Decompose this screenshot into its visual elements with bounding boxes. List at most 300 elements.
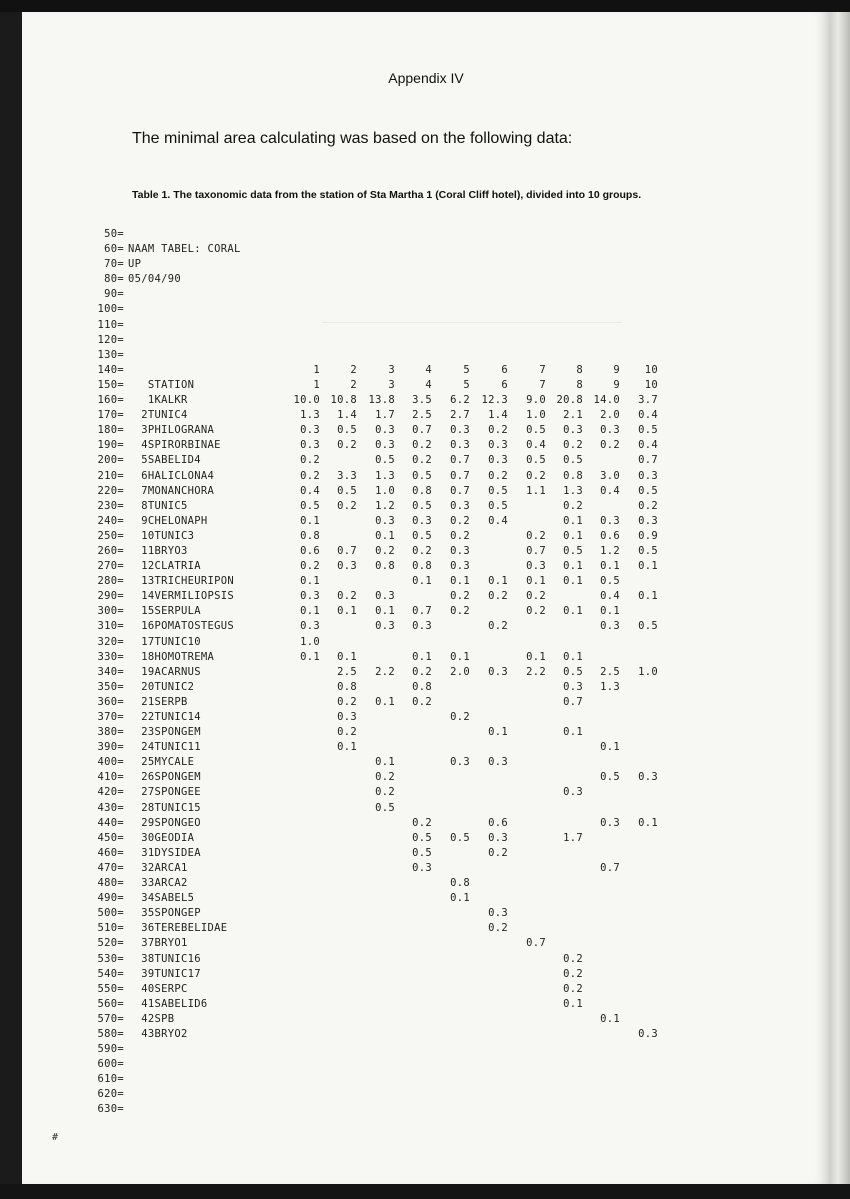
table-cell: 0.4 [488, 514, 508, 527]
table-cell: 0.1 [600, 605, 620, 618]
row-label: 30GEODIA [128, 831, 195, 844]
table-cell: 0.3 [375, 620, 395, 633]
table-cell: 0.2 [412, 695, 432, 708]
table-cell: 0.1 [563, 575, 583, 588]
table-cell: 0.2 [412, 439, 432, 452]
table-cell: 0.1 [563, 560, 583, 573]
line-number: 170= [97, 409, 124, 422]
table-cell: 0.5 [638, 424, 658, 437]
row-label: 17TUNIC10 [128, 635, 201, 648]
table-cell: 0.2 [638, 499, 658, 512]
row-label: UP [128, 258, 142, 271]
table-cell: 0.5 [526, 424, 546, 437]
line-number: 540= [97, 967, 124, 980]
row-label: 9CHELONAPH [128, 514, 208, 527]
table-cell: 10 [644, 363, 658, 376]
table-cell: 0.5 [638, 620, 658, 633]
table-cell: 0.5 [563, 665, 583, 678]
table-cell: 0.2 [375, 786, 395, 799]
table-cell: 0.3 [412, 861, 432, 874]
table-cell: 0.2 [563, 499, 583, 512]
table-cell: 0.3 [600, 620, 620, 633]
table-cell: 0.5 [412, 846, 432, 859]
table-cell: 0.7 [412, 424, 432, 437]
line-number: 160= [97, 394, 124, 407]
line-number: 520= [97, 937, 124, 950]
table-cell: 0.4 [600, 484, 620, 497]
row-label: 40SERPC [128, 982, 188, 995]
table-cell: 0.5 [638, 484, 658, 497]
table-cell: 0.2 [300, 469, 320, 482]
table-cell: 10.0 [293, 394, 320, 407]
table-cell: 10 [644, 378, 658, 391]
line-number: 70= [104, 258, 124, 271]
line-number: 440= [97, 816, 124, 829]
table-cell: 2.0 [450, 665, 470, 678]
row-label: 22TUNIC14 [128, 711, 201, 723]
row-label: 21SERPB [128, 695, 188, 708]
row-label: 05/04/90 [128, 273, 181, 286]
table-cell: 0.9 [638, 529, 658, 542]
table-cell: 0.3 [300, 439, 320, 452]
page-edge-shadow [830, 12, 850, 1184]
table-cell: 0.7 [450, 469, 470, 482]
table-cell: 0.1 [600, 1012, 620, 1025]
table-cell: 2.7 [450, 409, 470, 422]
table-cell: 0.3 [638, 771, 658, 784]
table-cell: 9 [613, 363, 620, 376]
row-label: 37BRYO1 [128, 937, 188, 950]
table-cell: 1.0 [300, 635, 320, 648]
table-cell: 5 [463, 378, 470, 391]
line-number: 470= [97, 861, 124, 874]
line-number: 180= [97, 424, 124, 437]
line-number: 590= [97, 1043, 124, 1056]
row-label: 28TUNIC15 [128, 801, 201, 814]
table-cell: 0.1 [600, 560, 620, 573]
table-cell: 0.2 [337, 726, 357, 739]
table-cell: 0.2 [563, 952, 583, 965]
table-cell: 0.3 [638, 469, 658, 482]
table-cell: 0.1 [412, 650, 432, 663]
table-cell: 0.2 [450, 514, 470, 527]
table-cell: 0.3 [412, 514, 432, 527]
table-cell: 0.3 [450, 439, 470, 452]
line-number: 360= [97, 695, 124, 708]
table-cell: 0.3 [337, 711, 357, 723]
page-title: Appendix IV [388, 70, 464, 86]
line-number: 150= [97, 378, 124, 391]
table-cell: 0.5 [412, 499, 432, 512]
table-cell: 0.7 [526, 937, 546, 950]
reverse-side-bleed [322, 242, 622, 323]
table-cell: 0.3 [375, 439, 395, 452]
table-cell: 0.8 [563, 469, 583, 482]
table-cell: 0.5 [412, 469, 432, 482]
line-number: 410= [97, 771, 124, 784]
table-cell: 0.5 [526, 454, 546, 467]
table-cell: 0.5 [638, 544, 658, 557]
scan-top-border [0, 0, 850, 12]
line-number: 580= [97, 1027, 124, 1040]
table-cell: 1.4 [488, 409, 508, 422]
table-cell: 0.2 [526, 605, 546, 618]
table-cell: 2.2 [526, 665, 546, 678]
line-number: 340= [97, 665, 124, 678]
table-cell: 0.2 [563, 982, 583, 995]
table-cell: 0.3 [300, 590, 320, 603]
table-cell: 9.0 [526, 394, 546, 407]
table-cell: 7 [539, 378, 546, 391]
table-cell: 0.1 [488, 726, 508, 739]
table-cell: 0.5 [337, 424, 357, 437]
table-cell: 0.2 [488, 424, 508, 437]
line-number: 80= [104, 273, 124, 286]
table-cell: 0.5 [563, 544, 583, 557]
table-cell: 0.2 [412, 665, 432, 678]
table-cell: 0.3 [450, 756, 470, 769]
row-label: 23SPONGEM [128, 726, 201, 739]
table-cell: 0.3 [600, 514, 620, 527]
table-cell: 0.3 [337, 560, 357, 573]
table-cell: 0.2 [412, 544, 432, 557]
table-cell: 0.3 [488, 907, 508, 920]
line-number: 280= [97, 575, 124, 588]
line-number: 500= [97, 907, 124, 920]
table-cell: 0.5 [450, 831, 470, 844]
row-label: 39TUNIC17 [128, 967, 201, 980]
row-label: 8TUNIC5 [128, 499, 188, 512]
table-cell: 0.1 [300, 605, 320, 618]
row-label: 10TUNIC3 [128, 529, 195, 542]
table-cell: 0.3 [450, 499, 470, 512]
table-cell: 0.3 [450, 544, 470, 557]
table-cell: 0.3 [375, 424, 395, 437]
table-cell: 0.4 [526, 439, 546, 452]
table-cell: 0.2 [526, 469, 546, 482]
table-cell: 0.8 [450, 877, 470, 890]
table-cell: 0.1 [600, 741, 620, 754]
table-cell: 0.5 [412, 831, 432, 844]
table-cell: 0.7 [337, 544, 357, 557]
table-cell: 6 [501, 363, 508, 376]
footer-mark: # [52, 1132, 59, 1143]
row-label: 15SERPULA [128, 605, 201, 618]
line-number: 600= [97, 1058, 124, 1071]
table-cell: 2.0 [600, 409, 620, 422]
table-cell: 1.3 [375, 469, 395, 482]
row-label: 25MYCALE [128, 756, 195, 769]
table-cell: 0.2 [450, 711, 470, 723]
line-number: 480= [97, 877, 124, 890]
table-cell: 0.1 [526, 575, 546, 588]
row-label: 32ARCA1 [128, 861, 188, 874]
line-number: 460= [97, 846, 124, 859]
table-cell: 0.2 [300, 560, 320, 573]
table-cell: 0.6 [300, 544, 320, 557]
row-label: 26SPONGEM [128, 771, 201, 784]
table-cell: 0.7 [638, 454, 658, 467]
row-label: 24TUNIC11 [128, 741, 201, 754]
row-label: 42SPB [128, 1012, 175, 1025]
row-label: 27SPONGEE [128, 786, 201, 799]
table-cell: 0.2 [488, 922, 508, 935]
line-number: 200= [97, 454, 124, 467]
table-cell: 0.1 [638, 816, 658, 829]
line-number: 560= [97, 997, 124, 1010]
table-cell: 0.3 [375, 590, 395, 603]
line-number: 330= [97, 650, 124, 663]
line-number: 130= [97, 348, 124, 361]
table-cell: 0.1 [450, 575, 470, 588]
line-number: 620= [97, 1088, 124, 1101]
table-cell: 0.3 [488, 831, 508, 844]
table-cell: 0.3 [563, 680, 583, 693]
table-cell: 0.5 [488, 484, 508, 497]
row-label: 7MONANCHORA [128, 484, 215, 497]
table-cell: 0.5 [600, 771, 620, 784]
table-cell: 0.2 [526, 590, 546, 603]
line-number: 420= [97, 786, 124, 799]
line-number: 300= [97, 605, 124, 618]
table-cell: 3.7 [638, 394, 658, 407]
table-cell: 0.7 [450, 484, 470, 497]
table-cell: 0.2 [563, 439, 583, 452]
table-cell: 0.1 [526, 650, 546, 663]
table-cell: 0.1 [375, 529, 395, 542]
line-number: 630= [97, 1103, 124, 1116]
table-cell: 0.2 [450, 590, 470, 603]
row-label: 38TUNIC16 [128, 952, 201, 965]
row-label: 2TUNIC4 [128, 409, 188, 422]
line-number: 230= [97, 499, 124, 512]
table-cell: 0.3 [638, 1027, 658, 1040]
table-cell: 1.0 [638, 665, 658, 678]
row-label: 4SPIRORBINAE [128, 439, 221, 452]
row-label: 18HOMOTREMA [128, 650, 215, 663]
row-label: 29SPONGEO [128, 816, 201, 829]
table-cell: 0.1 [375, 756, 395, 769]
row-label: 5SABELID4 [128, 454, 201, 467]
row-label: 14VERMILIOPSIS [128, 590, 234, 603]
row-label: 20TUNIC2 [128, 680, 195, 693]
table-cell: 0.3 [300, 620, 320, 633]
table-cell: 0.8 [412, 680, 432, 693]
table-cell: 0.2 [337, 695, 357, 708]
line-number: 60= [104, 243, 124, 256]
table-cell: 0.1 [488, 575, 508, 588]
row-label: 34SABEL5 [128, 892, 195, 905]
table-cell: 3.3 [337, 469, 357, 482]
table-cell: 6.2 [450, 394, 470, 407]
line-number: 50= [104, 228, 124, 240]
table-cell: 0.6 [600, 529, 620, 542]
line-number: 210= [97, 469, 124, 482]
table-cell: 0.1 [300, 650, 320, 663]
table-cell: 20.8 [556, 394, 583, 407]
table-cell: 1.2 [600, 544, 620, 557]
table-cell: 1.1 [526, 484, 546, 497]
line-number: 570= [97, 1012, 124, 1025]
table-cell: 2.2 [375, 665, 395, 678]
scan-bottom-border [0, 1184, 850, 1199]
table-cell: 0.3 [488, 665, 508, 678]
table-cell: 0.1 [375, 695, 395, 708]
table-cell: 0.4 [638, 409, 658, 422]
table-cell: 0.8 [375, 560, 395, 573]
table-cell: 1.7 [563, 831, 583, 844]
table-cell: 0.7 [563, 695, 583, 708]
table-cell: 0.8 [412, 560, 432, 573]
line-number: 510= [97, 922, 124, 935]
row-label: 41SABELID6 [128, 997, 208, 1010]
table-cell: 0.1 [563, 726, 583, 739]
line-number: 430= [97, 801, 124, 814]
table-cell: 0.4 [300, 484, 320, 497]
row-label: 43BRYO2 [128, 1027, 188, 1040]
line-number: 90= [104, 288, 124, 301]
table-caption: Table 1. The taxonomic data from the station of Sta Martha 1 (Coral Cliff hotel), divided into 10 groups. [132, 189, 642, 201]
row-label: 16POMATOSTEGUS [128, 620, 234, 633]
table-cell: 0.5 [300, 499, 320, 512]
line-number: 270= [97, 560, 124, 573]
table-cell: 1.7 [375, 409, 395, 422]
table-cell: 0.1 [563, 529, 583, 542]
table-cell: 0.2 [488, 469, 508, 482]
table-cell: 1.2 [375, 499, 395, 512]
line-number: 140= [97, 363, 124, 376]
line-number: 120= [97, 333, 124, 346]
table-cell: 0.1 [300, 575, 320, 588]
table-cell: 1.0 [526, 409, 546, 422]
table-cell: 0.5 [412, 529, 432, 542]
row-label: 12CLATRIA [128, 560, 201, 573]
line-number: 310= [97, 620, 124, 633]
table-cell: 0.1 [450, 892, 470, 905]
table-cell: 0.2 [488, 590, 508, 603]
table-cell: 2 [350, 363, 357, 376]
line-number: 190= [97, 439, 124, 452]
table-cell: 13.8 [368, 394, 395, 407]
intro-sentence: The minimal area calculating was based on the following data: [132, 130, 573, 147]
table-cell: 0.5 [600, 575, 620, 588]
table-cell: 1.4 [337, 409, 357, 422]
line-number: 350= [97, 680, 124, 693]
table-cell: 0.7 [526, 544, 546, 557]
table-cell: 2.5 [412, 409, 432, 422]
table-cell: 0.1 [638, 590, 658, 603]
table-cell: 0.2 [563, 967, 583, 980]
table-cell: 0.2 [412, 454, 432, 467]
table-cell: 2.5 [337, 665, 357, 678]
table-cell: 0.3 [600, 424, 620, 437]
table-cell: 0.3 [450, 424, 470, 437]
table-cell: 0.3 [488, 439, 508, 452]
table-cell: 0.2 [488, 620, 508, 633]
table-cell: 0.1 [563, 605, 583, 618]
table-cell: 0.2 [450, 605, 470, 618]
line-number: 610= [97, 1073, 124, 1086]
line-number: 550= [97, 982, 124, 995]
table-cell: 8 [576, 378, 583, 391]
document-page [22, 12, 830, 1184]
line-number: 390= [97, 741, 124, 754]
table-cell: 3.5 [412, 394, 432, 407]
table-cell: 0.3 [488, 756, 508, 769]
table-cell: 0.1 [563, 514, 583, 527]
table-cell: 3 [388, 363, 395, 376]
row-label: STATION [128, 378, 195, 391]
table-cell: 0.1 [563, 997, 583, 1010]
row-label: NAAM TABEL: CORAL [128, 243, 241, 256]
line-number: 320= [97, 635, 124, 648]
line-number: 100= [97, 303, 124, 316]
table-cell: 0.2 [488, 846, 508, 859]
table-cell: 0.2 [375, 544, 395, 557]
table-cell: 1 [313, 378, 320, 391]
line-number: 530= [97, 952, 124, 965]
table-cell: 0.2 [337, 499, 357, 512]
table-cell: 0.3 [563, 786, 583, 799]
line-number: 260= [97, 544, 124, 557]
table-cell: 0.3 [638, 514, 658, 527]
table-cell: 0.3 [488, 454, 508, 467]
table-cell: 0.4 [600, 590, 620, 603]
table-cell: 2.1 [563, 409, 583, 422]
table-cell: 1 [313, 363, 320, 376]
table-cell: 0.5 [375, 454, 395, 467]
table-cell: 0.6 [488, 816, 508, 829]
row-label: 3PHILOGRANA [128, 424, 215, 437]
table-cell: 0.2 [600, 439, 620, 452]
table-cell: 0.2 [375, 771, 395, 784]
row-label: 36TEREBELIDAE [128, 922, 228, 935]
table-cell: 0.3 [526, 560, 546, 573]
line-number: 250= [97, 529, 124, 542]
table-cell: 0.3 [375, 514, 395, 527]
table-cell: 3.0 [600, 469, 620, 482]
row-label: 11BRYO3 [128, 544, 188, 557]
table-cell: 0.7 [412, 605, 432, 618]
table-cell: 0.7 [600, 861, 620, 874]
table-cell: 0.1 [412, 575, 432, 588]
table-cell: 0.5 [563, 454, 583, 467]
table-cell: 0.3 [600, 816, 620, 829]
row-label: 13TRICHEURIPON [128, 575, 234, 588]
row-label: 1KALKR [128, 394, 188, 407]
row-label: 6HALICLONA4 [128, 469, 215, 482]
table-cell: 12.3 [481, 394, 508, 407]
table-cell: 0.7 [450, 454, 470, 467]
table-cell: 1.3 [600, 680, 620, 693]
row-label: 31DYSIDEA [128, 846, 201, 859]
table-cell: 0.5 [337, 484, 357, 497]
table-cell: 0.1 [337, 650, 357, 663]
table-cell: 0.2 [412, 816, 432, 829]
table-cell: 0.5 [488, 499, 508, 512]
table-cell: 0.1 [638, 560, 658, 573]
table-cell: 5 [463, 363, 470, 376]
table-cell: 0.1 [375, 605, 395, 618]
line-number: 370= [97, 711, 124, 723]
line-number: 450= [97, 831, 124, 844]
line-number: 240= [97, 514, 124, 527]
table-cell: 0.2 [300, 454, 320, 467]
table-cell: 0.2 [337, 590, 357, 603]
line-number: 380= [97, 726, 124, 739]
row-label: 33ARCA2 [128, 877, 188, 890]
table-cell: 14.0 [593, 394, 620, 407]
